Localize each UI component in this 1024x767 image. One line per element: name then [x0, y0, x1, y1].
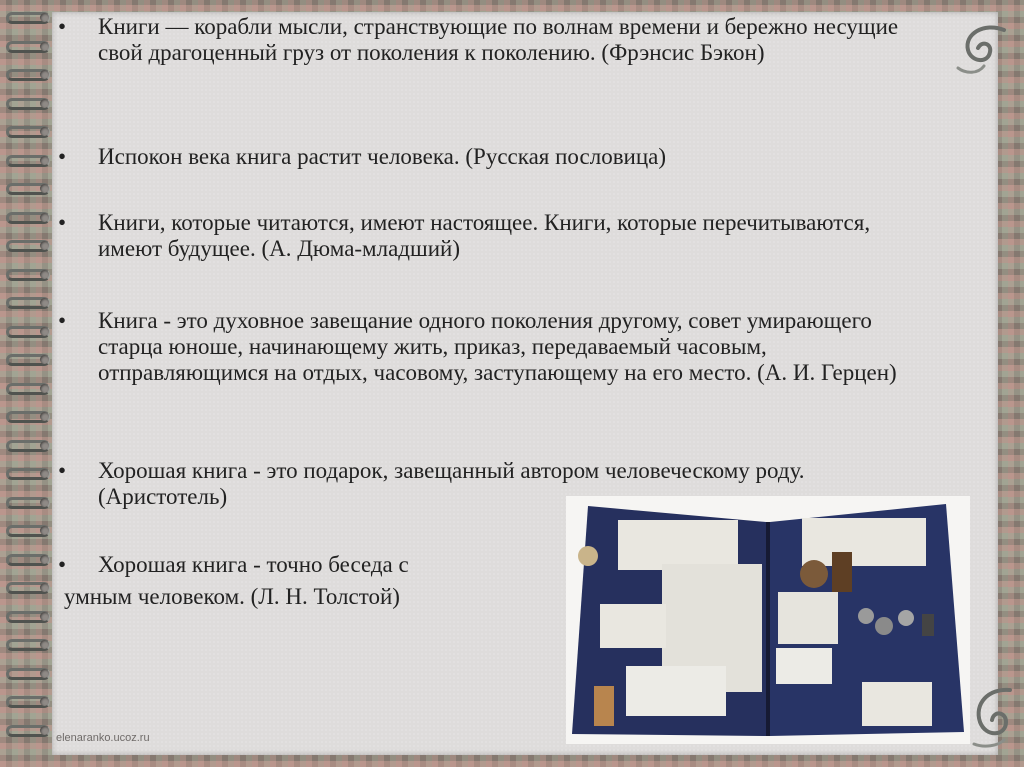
quote-continuation: умным человеком. (Л. Н. Толстой): [64, 584, 400, 609]
binding-hole: [40, 327, 49, 336]
binding-hole: [40, 156, 49, 165]
quote-item: [58, 144, 948, 170]
quote-text: Хорошая книга - это подарок, завещанный автором человеческому роду. (Аристотель): [98, 458, 805, 509]
binding-hole: [40, 384, 49, 393]
quote-text: Хорошая книга - точно беседа с: [98, 552, 409, 577]
binding-hole: [40, 213, 49, 222]
binding-hole: [40, 412, 49, 421]
quote-item: [58, 308, 908, 386]
quote-item: [58, 14, 948, 66]
binding-hole: [40, 127, 49, 136]
quote-text: Книги — корабли мысли, странствующие по волнам времени и бережно несущие свой драгоценный груз от поколения к поколению. (Фрэнсис Бэкон): [98, 14, 899, 65]
binding-hole: [40, 697, 49, 706]
bullet: •: [58, 458, 67, 483]
spiral-binding-icon: [0, 0, 60, 767]
binding-hole: [40, 583, 49, 592]
bullet: •: [58, 144, 67, 169]
binding-hole: [40, 270, 49, 279]
open-book-image: [566, 496, 970, 744]
bullet: •: [58, 210, 67, 235]
binding-hole: [40, 526, 49, 535]
binding-hole: [40, 612, 49, 621]
binding-hole: [40, 441, 49, 450]
binding-hole: [40, 555, 49, 564]
binding-hole: [40, 241, 49, 250]
binding-hole: [40, 70, 49, 79]
binding-hole: [40, 726, 49, 735]
binding-hole: [40, 469, 49, 478]
binding-hole: [40, 99, 49, 108]
binding-hole: [40, 669, 49, 678]
binding-hole: [40, 498, 49, 507]
quote-text: Испокон века книга растит человека. (Русская пословица): [98, 144, 667, 169]
quote-item: [58, 210, 878, 262]
binding-hole: [40, 640, 49, 649]
binding-hole: [40, 184, 49, 193]
quote-text: Книга - это духовное завещание одного поколения другому, совет умирающего старца юноше, начинающему жить, приказ, передаваемый часовым, отправляющимся на отдых, часовому, заступающему на его место. (А. И. Герцен): [98, 308, 897, 385]
quote-text: Книги, которые читаются, имеют настоящее. Книги, которые перечитываются, имеют будущее. (А. Дюма-младший): [98, 210, 871, 261]
quote-item: [58, 552, 558, 610]
bullet: •: [58, 14, 67, 39]
bullet: •: [58, 308, 67, 333]
bullet: •: [58, 552, 67, 577]
swirl-ornament-icon: [944, 20, 1014, 80]
source-label: elenaranko.ucoz.ru: [56, 732, 150, 744]
binding-hole: [40, 13, 49, 22]
binding-hole: [40, 355, 49, 364]
binding-hole: [40, 298, 49, 307]
swirl-ornament-icon: [964, 682, 1020, 752]
binding-hole: [40, 42, 49, 51]
